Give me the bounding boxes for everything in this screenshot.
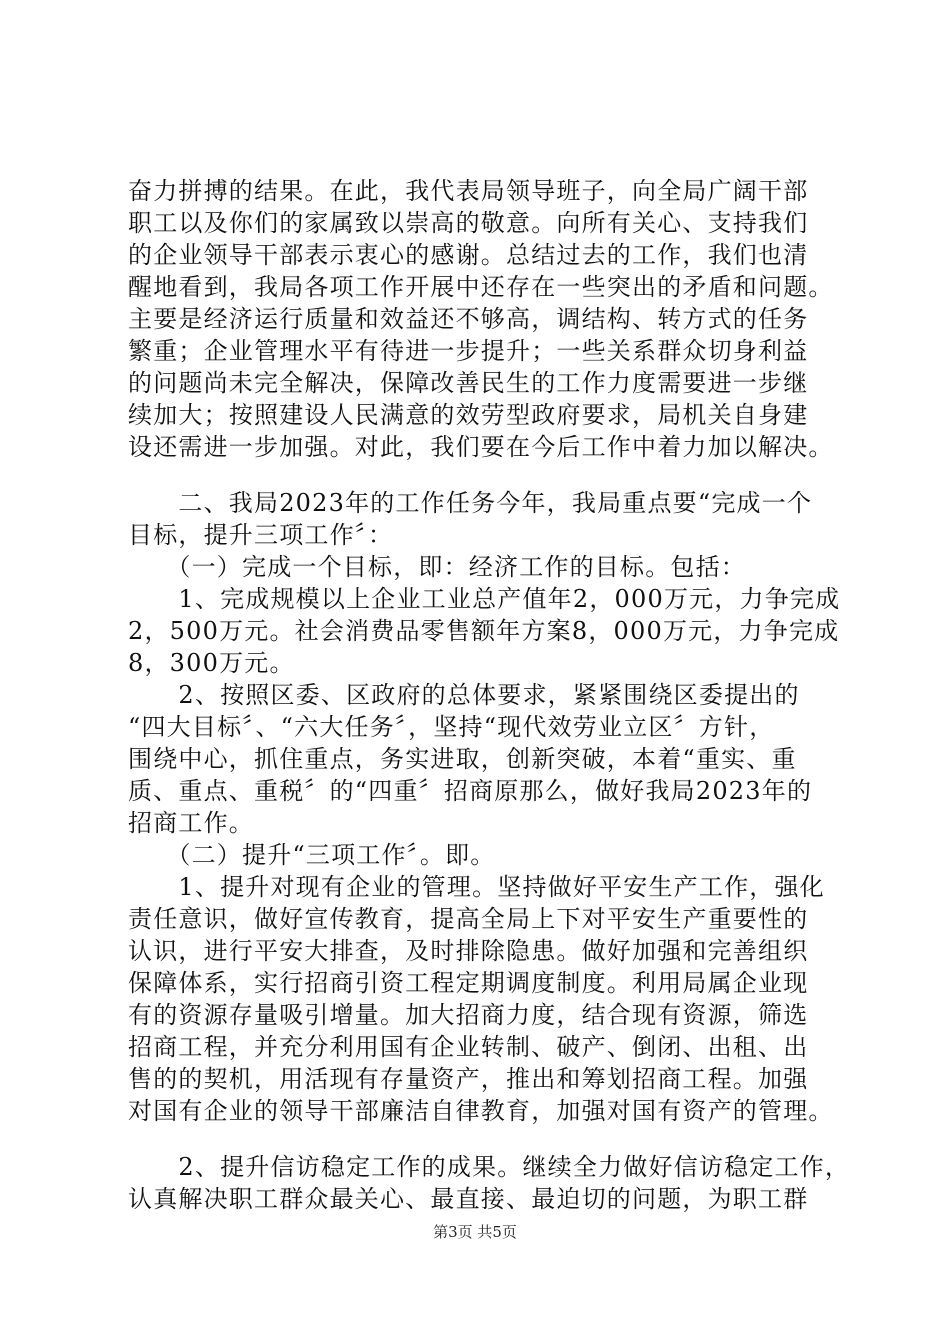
text-line: 招商工作。 xyxy=(128,809,254,837)
text-line: “四大目标〞、“六大任务〞，坚持“现代效劳业立区〞方针， xyxy=(128,713,775,741)
text-line: 招商工程，并充分利用国有企业转制、破产、倒闭、出租、出 xyxy=(128,1033,809,1061)
text-line: 的企业领导干部表示衷心的感谢。总结过去的工作，我们也清 xyxy=(128,241,809,269)
text-line: 主要是经济运行质量和效益还不够高，调结构、转方式的任务 xyxy=(128,305,809,333)
section-heading: 二、我局2023年的工作任务今年，我局重点要“完成一个 xyxy=(128,489,813,517)
text-line: 1、提升对现有企业的管理。坚持做好平安生产工作，强化 xyxy=(128,873,825,901)
text-line: 职工以及你们的家属致以崇高的敬意。向所有关心、支持我们 xyxy=(128,209,809,237)
text-line: 1、完成规模以上企业工业总产值年2，000万元，力争完成 xyxy=(128,585,841,613)
text-line: 目标，提升三项工作〞： xyxy=(128,521,394,549)
text-line: 保障体系，实行招商引资工程定期调度制度。利用局属企业现 xyxy=(128,969,809,997)
text-line: 认识，进行平安大排查，及时排除隐患。做好加强和完善组织 xyxy=(128,937,809,965)
text-line: 责任意识，做好宣传教育，提高全局上下对平安生产重要性的 xyxy=(128,905,809,933)
text-line: 围绕中心，抓住重点，务实进取，创新突破，本着“重实、重 xyxy=(128,745,797,773)
text-line: 醒地看到，我局各项工作开展中还存在一些突出的矛盾和问题。 xyxy=(128,273,834,301)
text-line: 质、重点、重税〞的“四重〞招商原那么，做好我局2023年的 xyxy=(128,777,813,805)
text-line: 有的资源存量吸引增量。加大招商力度，结合现有资源，筛选 xyxy=(128,1001,809,1029)
text-line: 认真解决职工群众最关心、最直接、最迫切的问题，为职工群 xyxy=(128,1185,809,1213)
text-line: 奋力拼搏的结果。在此，我代表局领导班子，向全局广阔干部 xyxy=(128,177,809,205)
text-line: 繁重；企业管理水平有待进一步提升；一些关系群众切身利益 xyxy=(128,337,809,365)
subsection-heading: （二）提升“三项工作〞。即。 xyxy=(128,841,496,869)
subsection-heading: （一）完成一个目标，即：经济工作的目标。包括： xyxy=(128,553,746,581)
text-line: 设还需进一步加强。对此，我们要在今后工作中着力加以解决。 xyxy=(128,433,834,461)
text-line: 8，300万元。 xyxy=(128,649,295,677)
text-line: 对国有企业的领导干部廉洁自律教育，加强对国有资产的管理。 xyxy=(128,1097,834,1125)
text-line: 2、提升信访稳定工作的成果。继续全力做好信访稳定工作， xyxy=(128,1153,851,1181)
text-line: 的问题尚未完全解决，保障改善民生的工作力度需要进一步继 xyxy=(128,369,809,397)
text-line: 2，500万元。社会消费品零售额年方案8，000万元，力争完成 xyxy=(128,617,840,645)
page-number-footer: 第3页 共5页 xyxy=(433,1223,517,1241)
text-line: 续加大；按照建设人民满意的效劳型政府要求，局机关自身建 xyxy=(128,401,809,429)
text-line: 售的的契机，用活现有存量资产，推出和筹划招商工程。加强 xyxy=(128,1065,809,1093)
text-line: 2、按照区委、区政府的总体要求，紧紧围绕区委提出的 xyxy=(128,681,800,709)
